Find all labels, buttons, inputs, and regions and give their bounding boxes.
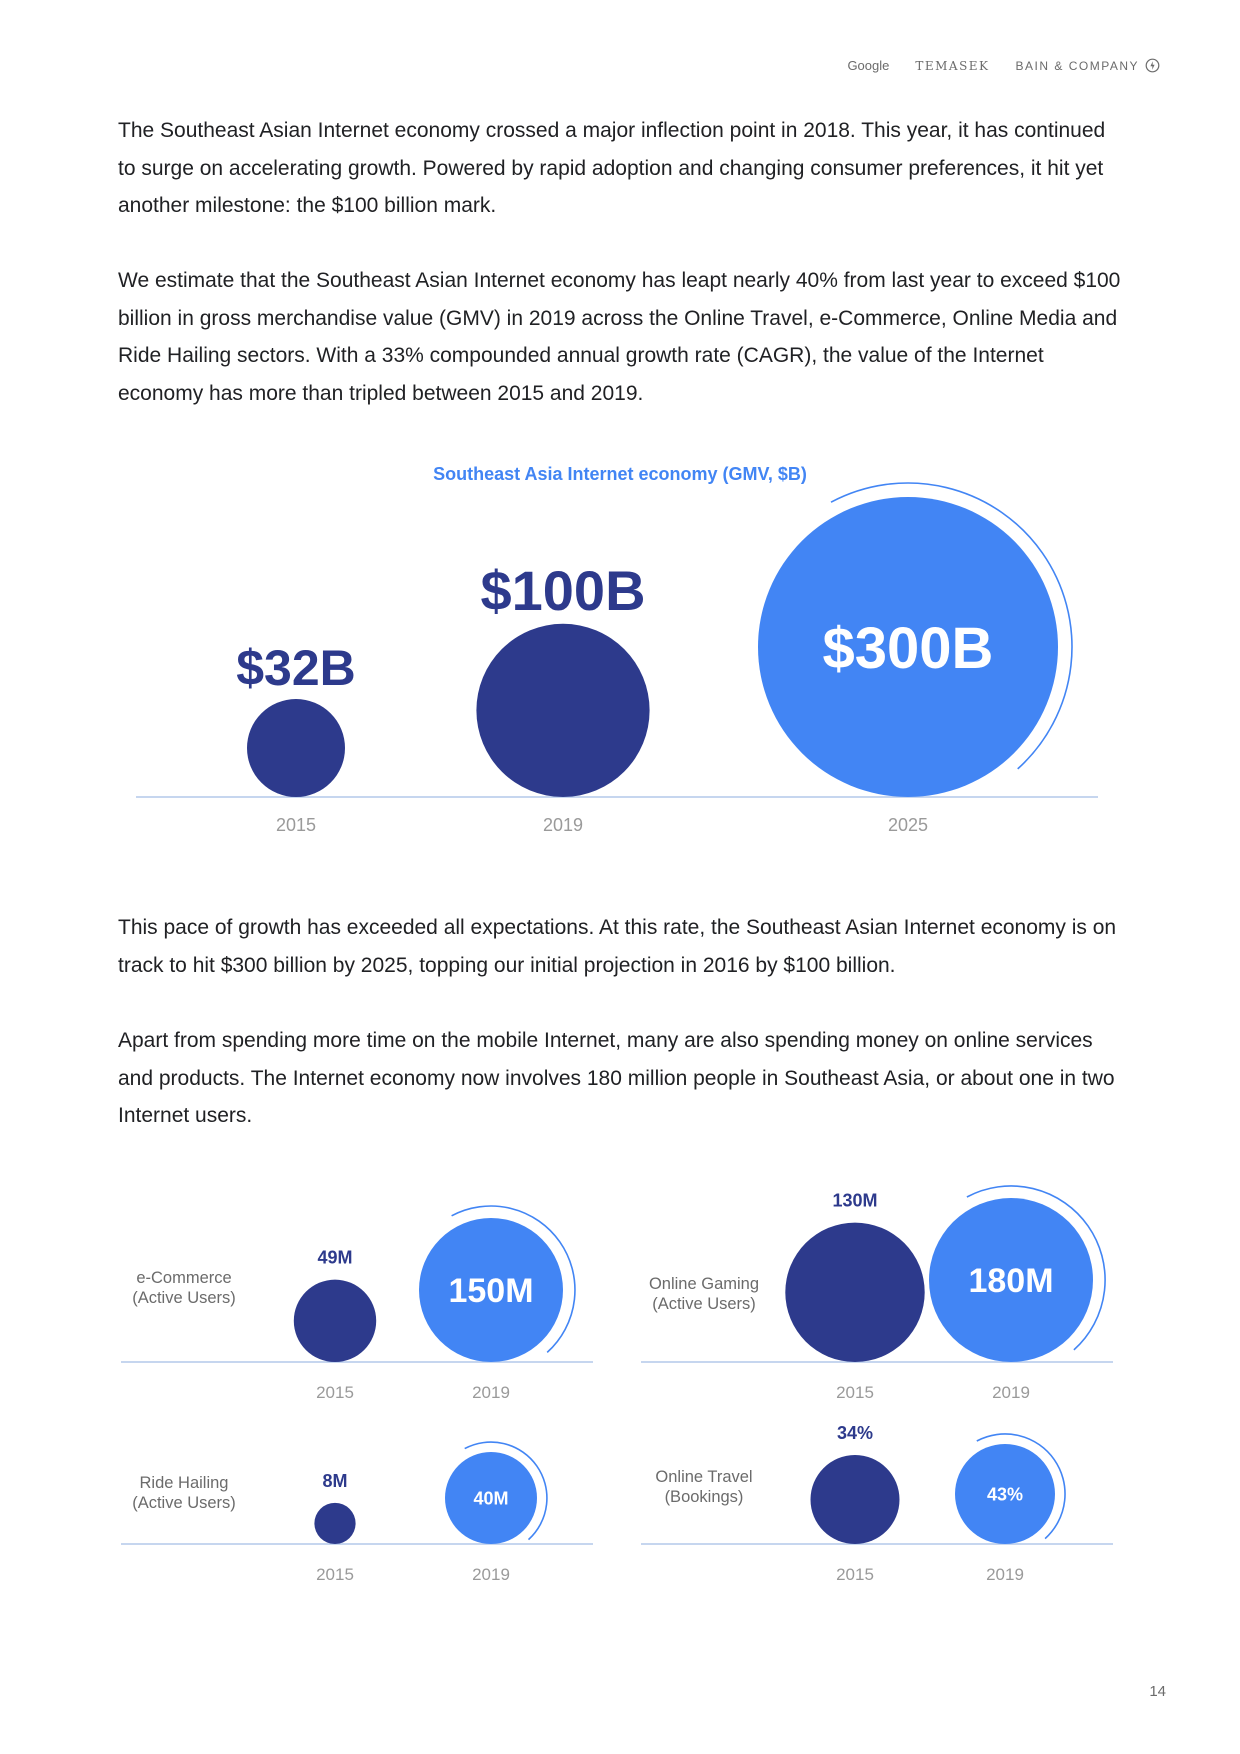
temasek-logo: TEMASEK <box>915 58 990 73</box>
page-number: 14 <box>1149 1683 1166 1700</box>
chart0-value-label: $100B <box>480 558 646 622</box>
bain-logo-text: BAIN & COMPANY <box>1015 58 1139 73</box>
chart0-bubble-2015 <box>247 699 345 797</box>
chart2-year-label: 2015 <box>836 1383 874 1402</box>
chart2-bubble-2015 <box>785 1223 924 1362</box>
chart1-bubble-2015 <box>294 1280 376 1362</box>
chart3-value-label: 8M <box>322 1470 348 1491</box>
chart1-value-label: 150M <box>448 1272 534 1311</box>
chart2-year-label: 2019 <box>992 1383 1030 1402</box>
chart1-value-label: 49M <box>317 1247 353 1268</box>
google-logo: Google <box>847 58 890 73</box>
chart2-value-label: 130M <box>832 1190 878 1211</box>
main-chart-title: Southeast Asia Internet economy (GMV, $B) <box>433 464 807 484</box>
chart4-year-label: 2019 <box>986 1565 1024 1584</box>
chart3-value-label: 40M <box>473 1488 509 1509</box>
chart3-bubble-2015 <box>314 1503 355 1544</box>
chart4-bubble-2015 <box>811 1455 900 1544</box>
chart0-bubble-2019 <box>476 624 649 797</box>
chart0-year-label: 2019 <box>542 815 584 835</box>
estimate-paragraph: We estimate that the Southeast Asian Internet economy has leapt nearly 40% from last year to exceed $100 billion in gross merchandise value (GMV) in 2019 across the Online Travel, e-Commerce, Online Media and Ride Hailing sectors. With a 33% compounded annual growth rate (CAGR), the value of the Internet economy has more than tripled between 2015 and 2019. <box>118 269 1121 405</box>
chart3-category-label-line: Ride Hailing <box>139 1474 229 1492</box>
chart3-category-label-line: (Active Users) <box>132 1494 236 1512</box>
growth-paragraph: This pace of growth has exceeded all expectations. At this rate, the Southeast Asian Internet economy is on track to hit $300 billion by 2025, topping our initial projection in 2016 by $100 billion. <box>118 916 1117 977</box>
chart1-category-label-line: (Active Users) <box>132 1289 236 1307</box>
chart4-value-label: 43% <box>986 1484 1024 1505</box>
chart2-category-label-line: Online Gaming <box>648 1275 760 1293</box>
chart0-value-label: $32B <box>236 640 356 697</box>
chart2-category-label-line: (Active Users) <box>652 1295 756 1313</box>
users-paragraph: Apart from spending more time on the mobile Internet, many are also spending money on online services and products. The Internet economy now involves 180 million people in Southeast Asia, or about one in two Internet users. <box>118 1029 1115 1127</box>
chart4-value-label: 34% <box>836 1423 874 1444</box>
chart0-year-label: 2025 <box>887 815 929 835</box>
chart0-year-label: 2015 <box>275 815 317 835</box>
chart2-value-label: 180M <box>968 1262 1054 1301</box>
chart1-category-label-line: e-Commerce <box>136 1269 232 1287</box>
chart3-year-label: 2019 <box>472 1565 510 1584</box>
chart4-category-label-line: Online Travel <box>655 1468 753 1486</box>
chart3-year-label: 2015 <box>316 1565 354 1584</box>
chart4-year-label: 2015 <box>836 1565 874 1584</box>
chart0-value-label: $300B <box>822 615 994 681</box>
chart1-year-label: 2015 <box>316 1383 354 1402</box>
chart1-year-label: 2019 <box>472 1383 510 1402</box>
intro-paragraph: The Southeast Asian Internet economy crossed a major inflection point in 2018. This year, it has continued to surge on accelerating growth. Powered by rapid adoption and changing consumer preferences, it hit yet another milestone: the $100 billion mark. <box>118 119 1106 217</box>
chart4-category-label-line: (Bookings) <box>664 1488 744 1506</box>
